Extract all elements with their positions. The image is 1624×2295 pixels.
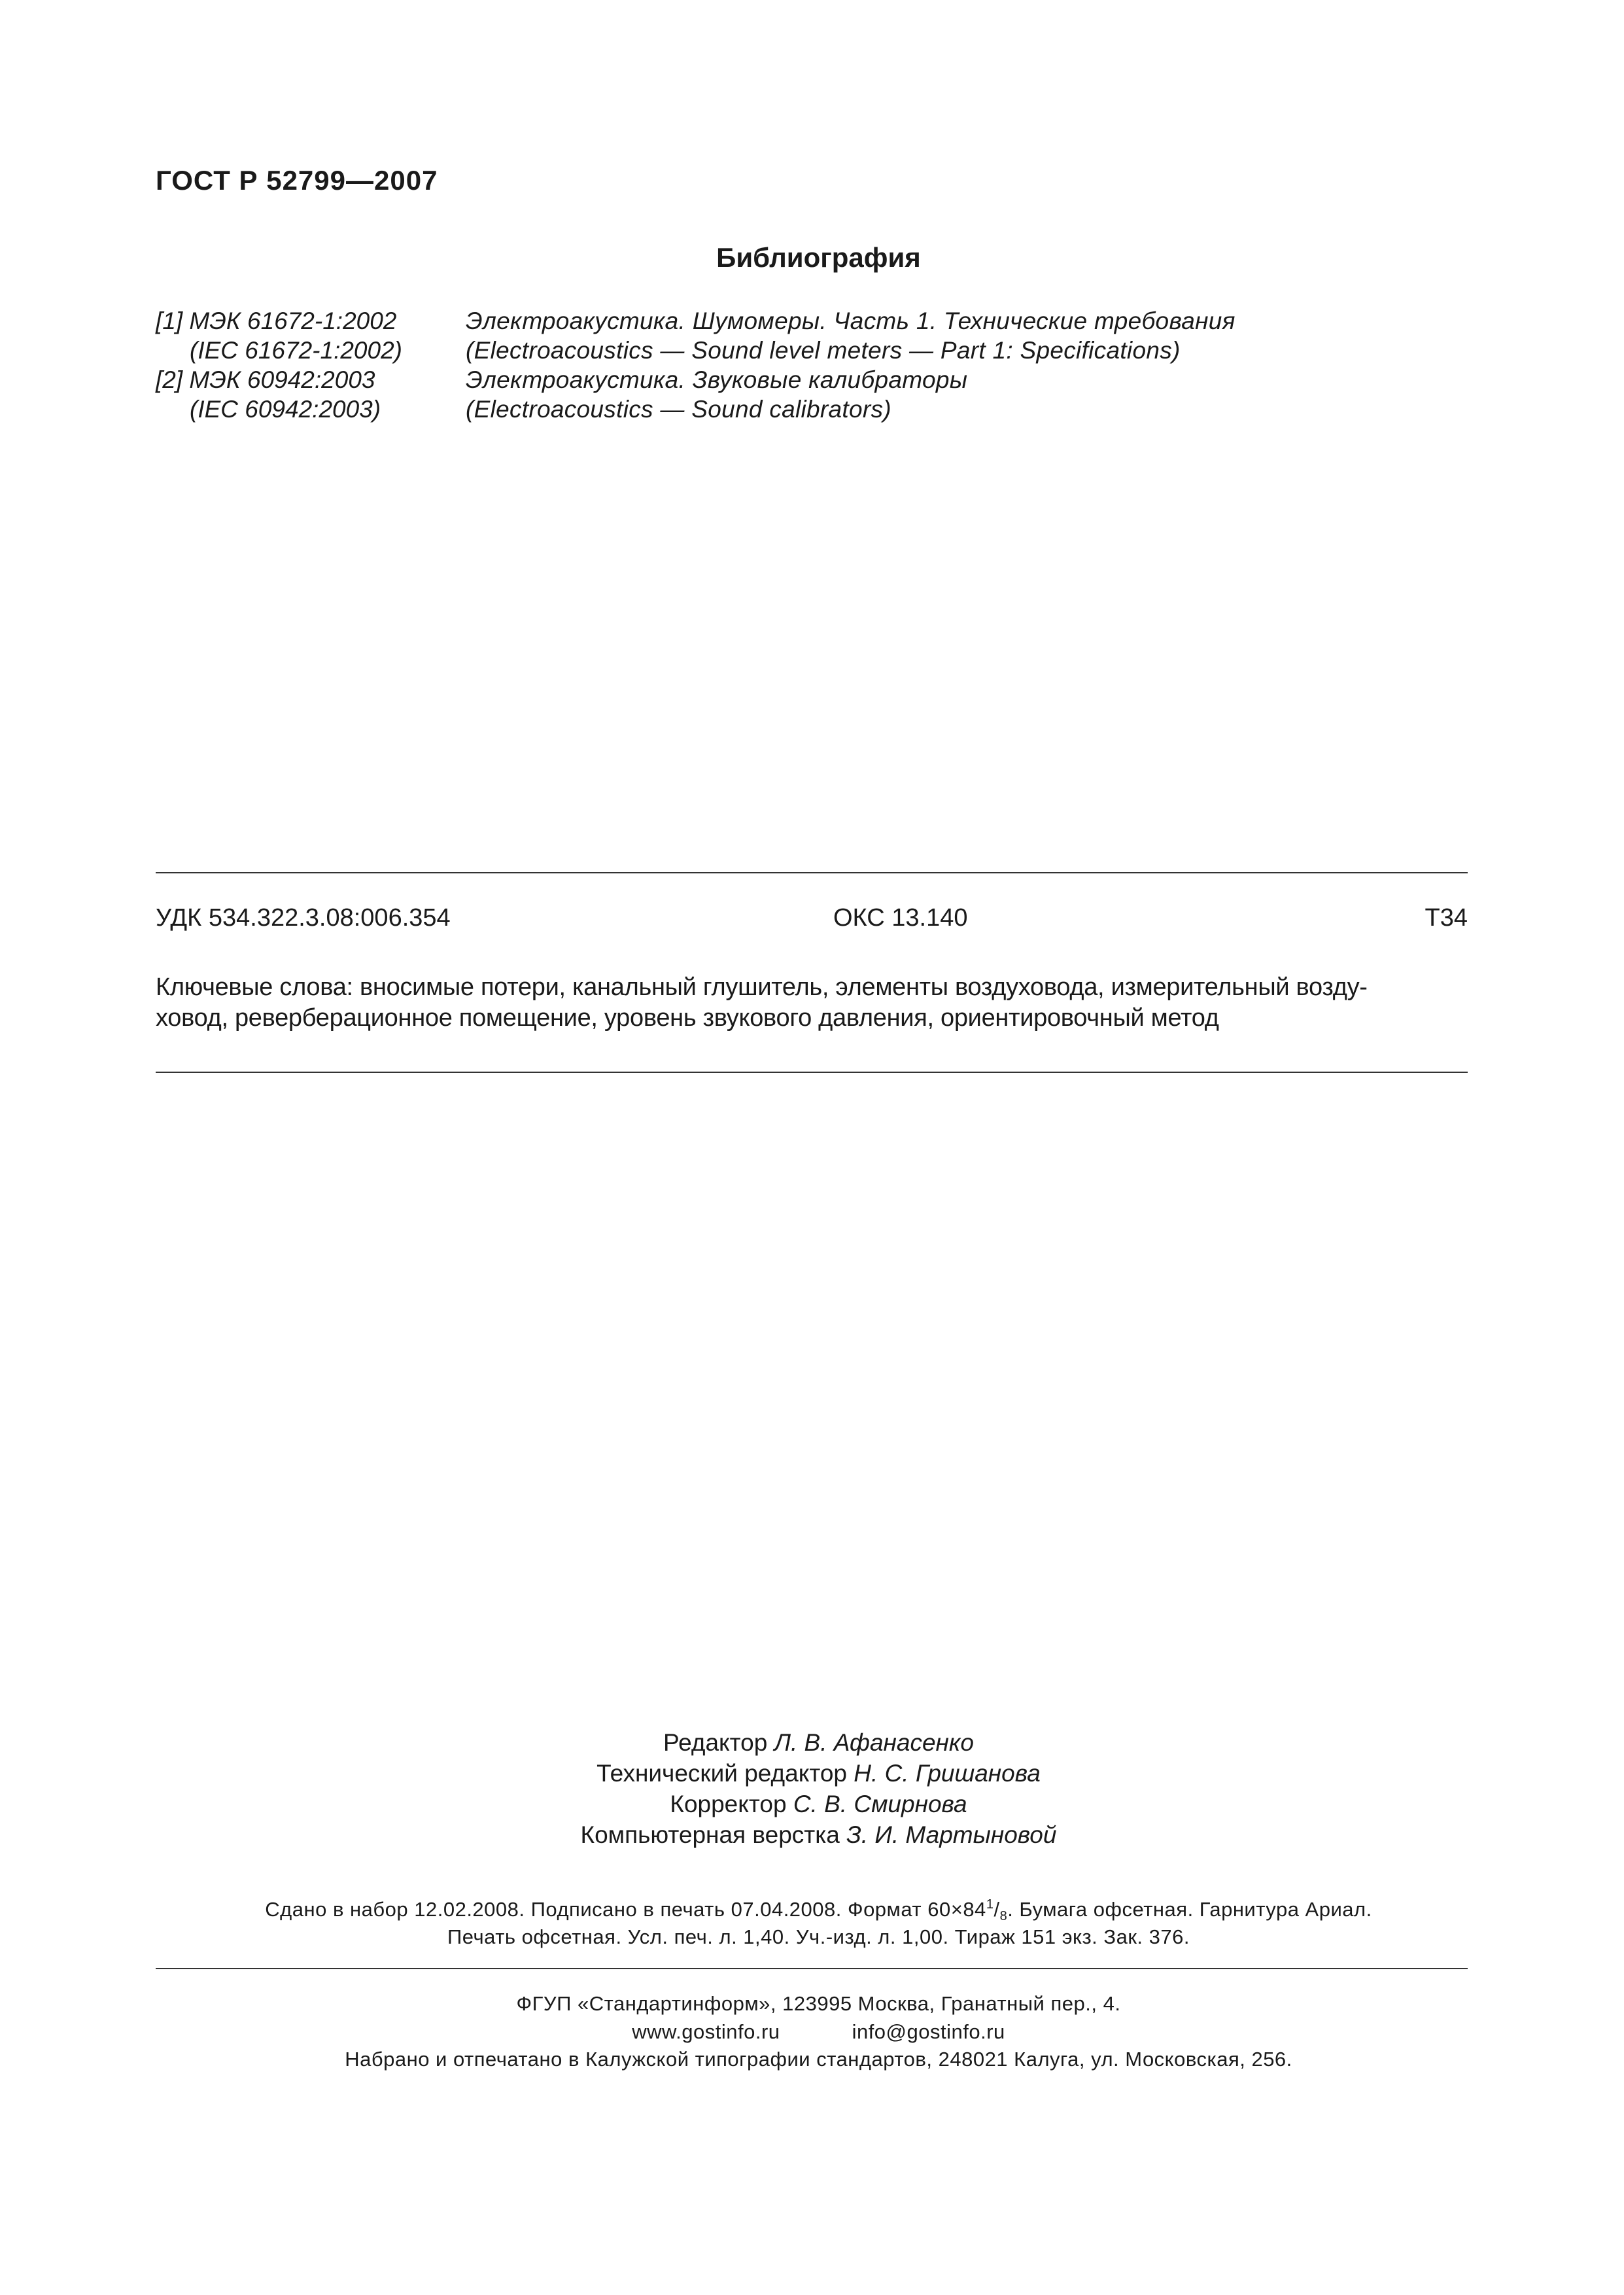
bibliography-title: Библиография bbox=[716, 242, 921, 273]
imprint-line-1: Сдано в набор 12.02.2008. Подписано в печать 07.04.2008. Формат $60\times 84^1/_8$. Бумага офсетная. Гарнитура Ариал. bbox=[265, 1897, 1372, 1923]
bib-ref-1-en: (IEC 61672-1:2002) bbox=[190, 337, 402, 364]
keywords-line-1: Ключевые слова: вносимые потери, канальный глушитель, элементы воздуховода, измерительный возду- bbox=[156, 973, 1368, 1001]
credit-corrector: Корректор С. В. Смирнова bbox=[670, 1791, 967, 1817]
oks-code: ОКС 13.140 bbox=[833, 904, 968, 932]
publisher-contacts bbox=[0, 2020, 1624, 2044]
credit-editor: Редактор Л. В. Афанасенко bbox=[663, 1729, 974, 1756]
document-id: ГОСТ Р 52799—2007 bbox=[156, 165, 438, 196]
bib-desc-1: Электроакустика. Шумомеры. Часть 1. Технические требования bbox=[466, 307, 1235, 334]
credit-layout: Компьютерная верстка З. И. Мартыновой bbox=[580, 1821, 1057, 1848]
bib-ref-2: [2] МЭК 60942:2003 bbox=[156, 366, 375, 393]
top-divider bbox=[156, 872, 1468, 873]
publisher-website: www.gostinfo.ru bbox=[632, 2020, 780, 2043]
printing-house: Набрано и отпечатано в Калужской типографии стандартов, 248021 Калуга, ул. Московская, 256. bbox=[345, 2048, 1292, 2071]
imprint-line-2: Печать офсетная. Усл. печ. л. 1,40. Уч.-изд. л. 1,00. Тираж 151 экз. Зак. 376. bbox=[447, 1925, 1190, 1948]
classification-code: Т34 bbox=[1425, 904, 1468, 932]
publisher-address: ФГУП «Стандартинформ», 123995 Москва, Гранатный пер., 4. bbox=[516, 1992, 1121, 2015]
bib-desc-1-en: (Electroacoustics — Sound level meters — Part 1: Specifications) bbox=[466, 337, 1181, 364]
imprint-divider bbox=[156, 1968, 1468, 1969]
bib-desc-2-en: (Electroacoustics — Sound calibrators) bbox=[466, 396, 891, 423]
bib-ref-1: [1] МЭК 61672-1:2002 bbox=[156, 307, 397, 334]
bib-ref-2-en: (IEC 60942:2003) bbox=[190, 396, 381, 423]
credit-tech-editor: Технический редактор Н. С. Гришанова bbox=[596, 1760, 1041, 1787]
keywords-line-2: ховод, реверберационное помещение, уровень звукового давления, ориентировочный метод bbox=[156, 1004, 1219, 1032]
udk-code: УДК 534.322.3.08:006.354 bbox=[156, 904, 451, 932]
keywords-divider bbox=[156, 1072, 1468, 1073]
bib-desc-2: Электроакустика. Звуковые калибраторы bbox=[466, 366, 968, 393]
publisher-email: info@gostinfo.ru bbox=[852, 2020, 1005, 2043]
